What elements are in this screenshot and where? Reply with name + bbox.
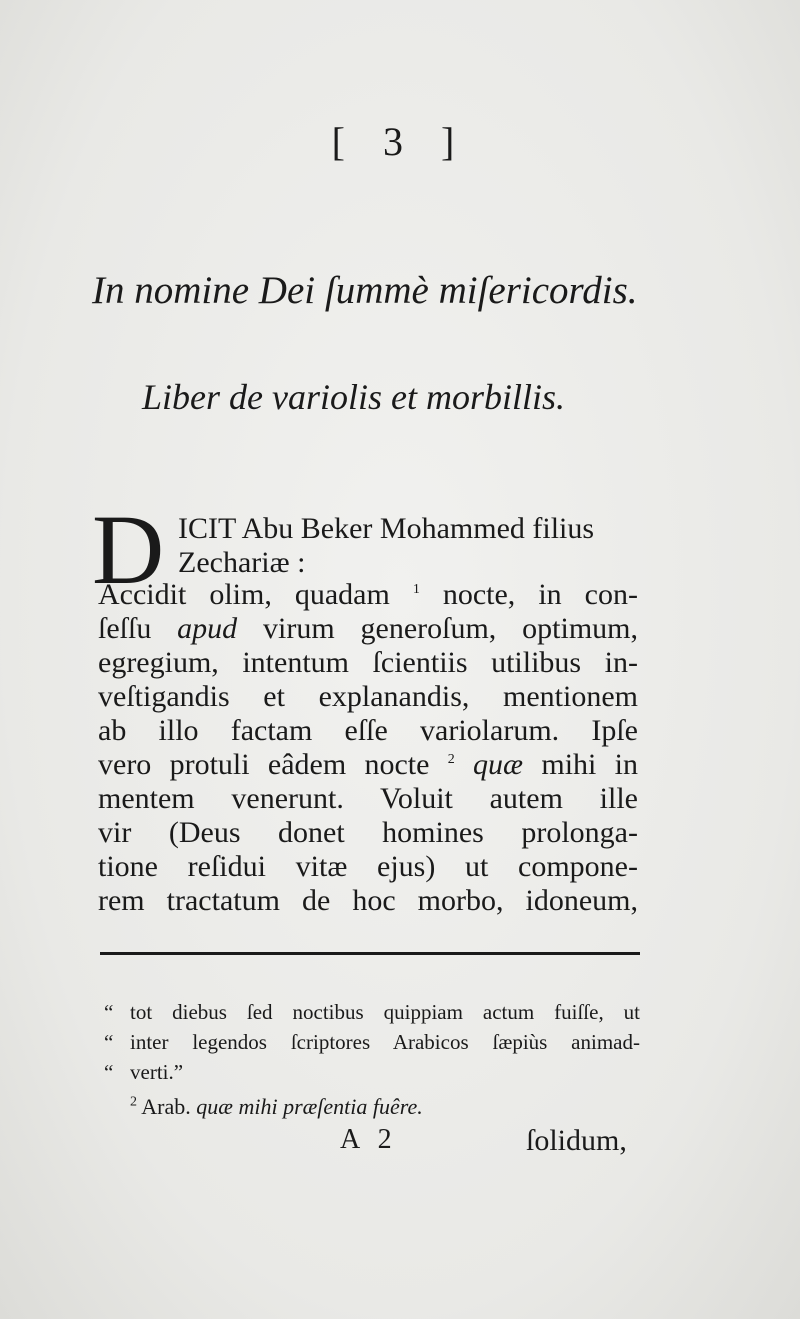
- footnote-2: [130, 1094, 423, 1120]
- quote-mark: “: [104, 1000, 114, 1024]
- body-line: veſtigandis et explanandis, mentionem: [98, 680, 638, 713]
- body-line: Accidit olim, quadam $^1$ nocte, in con-: [98, 578, 638, 611]
- footnote-line: “ inter legendos ſcriptores Arabicos ſæpiùs animad-: [104, 1030, 640, 1054]
- body-line: tione reſidui vitæ ejus) ut compone-: [98, 850, 638, 883]
- signature-mark: A 2: [340, 1124, 398, 1155]
- body-line: ab illo factam eſſe variolarum. Ipſe: [98, 714, 638, 747]
- body-second-line: Zechariæ :: [178, 546, 306, 579]
- drop-cap: D: [92, 494, 165, 605]
- footnote-reference: 1: [412, 582, 420, 597]
- catchword: ſolidum,: [526, 1124, 627, 1157]
- body-line: vir (Deus donet homines prolonga-: [98, 816, 638, 849]
- body-line: egregium, intentum ſcientiis utilibus in-: [98, 646, 638, 679]
- book-title: Liber de variolis et morbillis.: [142, 377, 565, 417]
- footnote-rule: [100, 952, 640, 955]
- footnote-2-prefix: Arab.: [141, 1094, 191, 1119]
- quote-mark: “: [104, 1030, 114, 1054]
- body-first-line: ICIT Abu Beker Mohammed filius: [178, 512, 595, 545]
- footnote-2-text: quæ mihi præſentia fuêre.: [196, 1094, 423, 1119]
- page-number: [ 3 ]: [331, 119, 469, 164]
- body-line: vero protuli eâdem nocte $^2$ quæ mihi in: [98, 748, 638, 781]
- quote-mark: “: [104, 1060, 114, 1084]
- body-line: rem tractatum de hoc morbo, idoneum,: [98, 884, 638, 917]
- body-line: ſeſſu apud virum generoſum, optimum,: [98, 612, 638, 645]
- invocation-heading: In nomine Dei ſummè miſericordis.: [92, 269, 638, 312]
- body-line: mentem venerunt. Voluit autem ille: [98, 782, 638, 815]
- footnote-line: “ verti.”: [104, 1060, 184, 1084]
- footnote-reference: 2: [447, 752, 455, 767]
- footnote-line: “ tot diebus ſed noctibus quippiam actum fuiſſe, ut: [104, 1000, 640, 1024]
- footnote-2-marker: 2: [130, 1094, 137, 1110]
